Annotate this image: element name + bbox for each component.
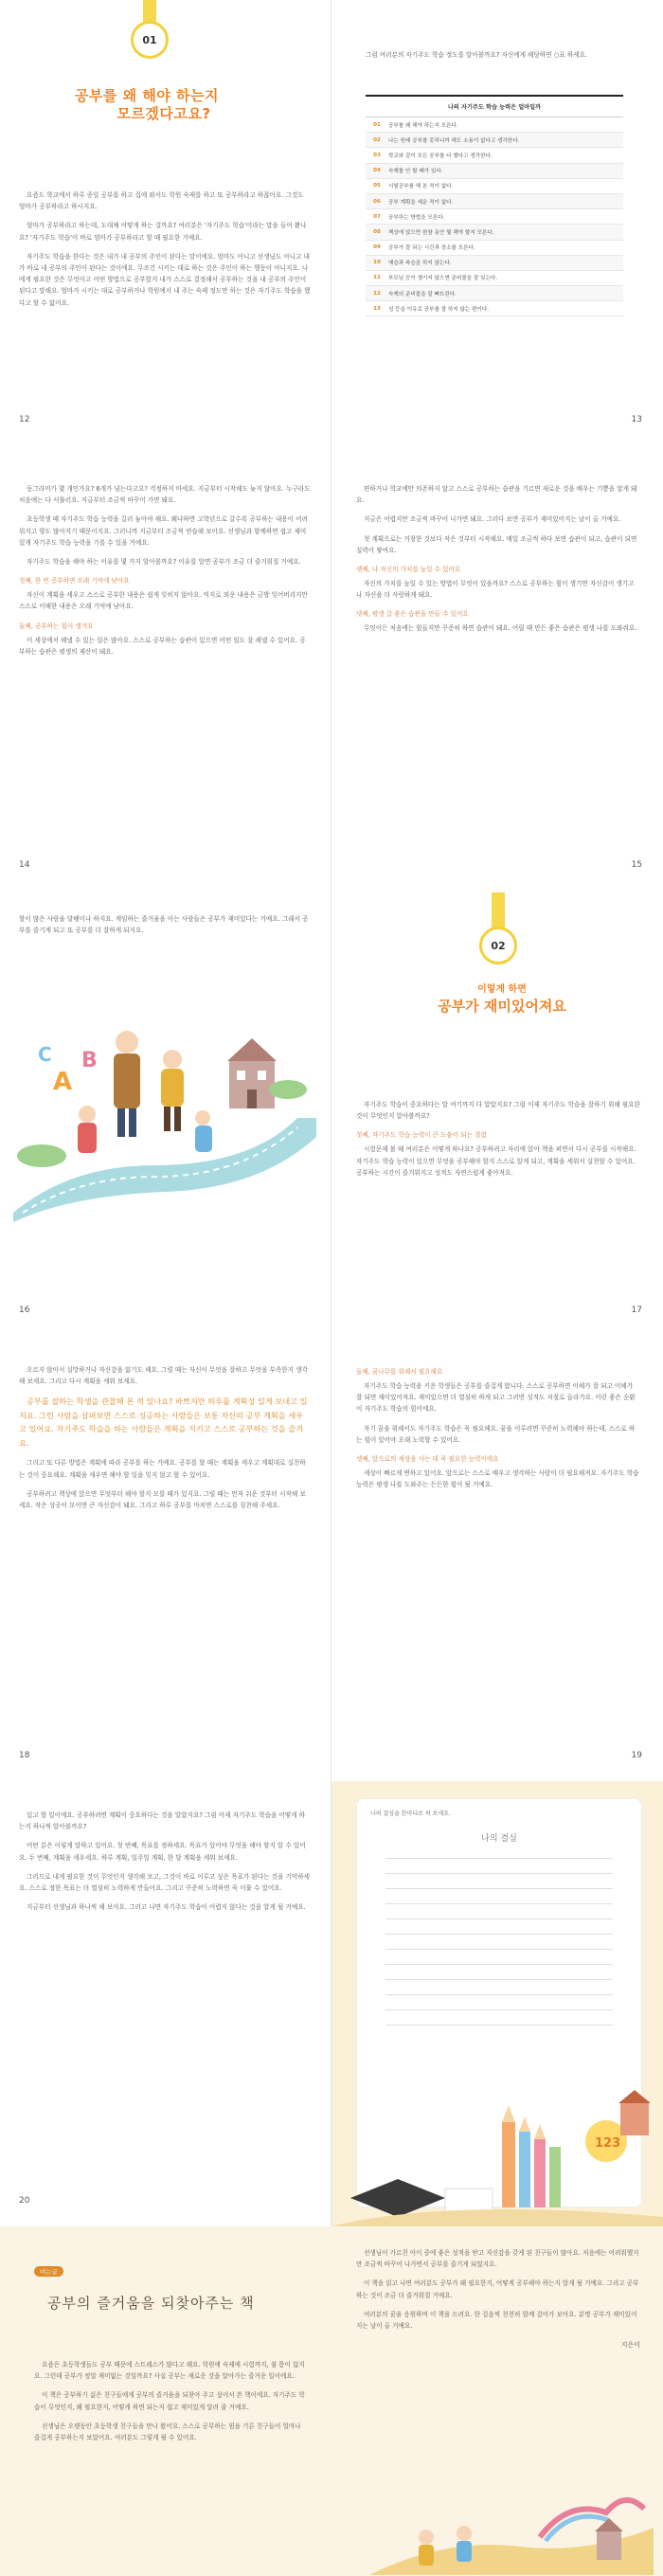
checklist-row: [366, 194, 623, 209]
body-text: [19, 1364, 311, 1519]
checklist-row: [366, 117, 623, 133]
resolution-label: 나의 결심을 한마디로 써 보세요.: [370, 1810, 451, 1817]
body-text: [19, 483, 311, 665]
subheading: 셋째, 나 자신의 가치를 높일 수 있어요: [356, 566, 461, 574]
checklist-row: [366, 241, 623, 256]
checklist-row: [366, 133, 623, 148]
paragraph: 있고 할 일이에요. 공부하려면 계획이 중요하다는 것을 알았지요? 그럼 이제 자기주도 학습을 어떻게 하는지 하나씩 알아볼까요?: [19, 1811, 305, 1831]
checklist-item-text: 나는 원래 공부를 못하니까 해도 소용이 없다고 생각한다.: [388, 137, 520, 144]
checklist-item-text: 숙제를 안 할 때가 있다.: [388, 169, 443, 175]
paragraph: 자신이 계획을 세우고 스스로 공부한 내용은 쉽게 잊히지 않아요. 억지로 외운 내용은 금방 잊어버리지만 스스로 이해한 내용은 오래 기억에 남아요.: [19, 591, 308, 611]
body-text: [19, 1810, 311, 1920]
paragraph: 동그라미가 몇 개인가요? 6개가 넘는다고요? 걱정하지 마세요. 지금부터 시작해도 늦지 않아요. 누구라도 처음에는 다 서툴러요. 지금부터 조금씩 바꾸어 가면 돼요.: [19, 485, 311, 505]
paragraph: 첫 계획으로는 거창한 것보다 작은 것부터 시작해요. 매일 조금씩 하다 보면 습관이 되고, 습관이 되면 실력이 쌓여요.: [356, 534, 637, 554]
page-number: 13: [631, 415, 642, 424]
writing-line[interactable]: [385, 2025, 613, 2026]
paragraph: 선생님이 가르친 아이 중에 좋은 성적을 받고 자신감을 갖게 된 친구들이 많아요. 처음에는 어려워했지만 조금씩 바꾸어 나가면서 공부를 즐기게 되었지요.: [356, 2249, 639, 2269]
checklist-item-text: 학교와 같이 모든 공부를 다 했다고 생각한다.: [388, 153, 493, 159]
checklist-number: 11: [373, 275, 381, 281]
subheading: 둘째, 꿈나무를 위해서 필요해요: [356, 1368, 443, 1376]
checklist-number: 06: [373, 198, 381, 205]
svg-text:A: A: [53, 1068, 73, 1096]
checklist-number: 02: [373, 136, 381, 143]
checklist-row: [366, 286, 623, 301]
paragraph: 요즘도 학교에서 하루 종일 공부를 하고 집에 와서도 학원 숙제를 하고 또 공부하라고 하잖아요. 그것도 엄마가 공부하라고 하시지요.: [19, 191, 304, 211]
preface-left-text: [34, 2359, 309, 2451]
checklist-row: [366, 256, 623, 271]
writing-line[interactable]: [385, 2009, 613, 2010]
page-14: [0, 445, 332, 891]
page-18: [0, 1336, 332, 1781]
chapter-title-line1: 이렇게 하면: [477, 984, 527, 995]
chapter-badge: [479, 892, 517, 964]
writing-line[interactable]: [385, 1979, 613, 1980]
writing-line[interactable]: [385, 1858, 613, 1859]
page-number: 18: [19, 1751, 30, 1760]
checklist-item-text: 부모님 등이 챙기지 않으면 준비물을 잘 잊는다.: [388, 276, 498, 282]
paragraph: 지금은 어렵지만 조금씩 바꾸어 나가면 돼요. 그러다 보면 공부가 재미있어지는 날이 올 거예요.: [364, 515, 621, 524]
checklist-number: 12: [373, 290, 381, 297]
page-number: 17: [631, 1306, 642, 1315]
page-number: 12: [19, 415, 30, 424]
checklist-item-text: 성 등을 이유로 공부를 잘 하지 않는 편이다.: [388, 306, 490, 313]
checklist-row: [366, 164, 623, 179]
checklist-number: 09: [373, 244, 381, 251]
svg-text:C: C: [38, 1043, 52, 1066]
body-text: [356, 483, 640, 642]
writing-line[interactable]: [385, 1873, 613, 1874]
page-15: [332, 445, 663, 891]
checklist-number: 07: [373, 213, 381, 220]
chapter-title-line2: 공부가 재미있어져요: [438, 998, 566, 1015]
checklist-number: 04: [373, 168, 381, 174]
chapter-title-line2: 모르겠다고요?: [116, 105, 211, 122]
paragraph: 자기주도 학습이 중요하다는 말 여기까지 다 알았지요? 그럼 이제 자기주도 학습을 잘하기 위해 필요한 것이 무엇인지 알아볼까요?: [356, 1101, 640, 1121]
page-12: [0, 0, 332, 445]
paragraph: 여러분의 꿈을 응원하며 이 책을 드려요. 한 걸음씩 천천히 함께 걸어가 보아요. 분명 공부가 재미있어지는 날이 올 거예요.: [356, 2310, 637, 2331]
writing-line[interactable]: [385, 1888, 613, 1889]
preface-page: [0, 2226, 663, 2576]
checklist-number: 05: [373, 183, 381, 189]
body-text: [19, 189, 311, 316]
paragraph: 요즘은 초등학생들도 공부 때문에 스트레스가 많다고 해요. 학원에 숙제에 시험까지, 쉴 틈이 없지요. 그런데 공부가 정말 재미없는 것일까요? 사실 공부는 새로운 것을 알아가는 즐거운 일이에요.: [34, 2361, 305, 2381]
svg-text:B: B: [81, 1049, 98, 1072]
checklist-row: [366, 148, 623, 163]
spread-4: [0, 1336, 663, 1781]
checklist-item-text: 숙제의 준비물을 잘 빠뜨린다.: [388, 291, 457, 297]
page-number: 19: [631, 1751, 642, 1760]
paragraph: 시험문제 볼 때 여러분은 어떻게 하나요? 공부하려고 자리에 앉아 책을 펴면서 다시 공부를 시작해요. 자기주도 학습 능력이 있으면 무엇을 공부해야 할지 스스로 알게 되고, 계획을 세워서 실천할 수 있어요. 공부하는 시간이 즐거워지고 성적도 자연스럽게 좋아져요.: [356, 1145, 636, 1177]
paragraph: 엄마가 공부하라고 하는데, 도대체 어떻게 하는 걸까요? 여러분은 '자기주도 학습'이라는 말을 들어 봤나요? '자기주도 학습'이 바로 엄마가 공부하라고 할 때 필요한 거예요.: [19, 222, 307, 242]
writing-line[interactable]: [385, 1964, 613, 1965]
writing-line[interactable]: [385, 1994, 613, 1995]
paragraph: 어떤 분은 이렇게 말하고 있어요. 첫 번째, 목표를 정하세요. 목표가 있어야 무엇을 해야 할지 알 수 있어요. 두 번째, 계획을 세우세요. 하루 계획, 일주일 계획, 한 달 계획을 세워 보세요.: [19, 1842, 306, 1862]
checklist-item-text: 예습과 복습을 하지 않는다.: [388, 261, 452, 267]
body-text: [356, 1364, 640, 1498]
page-21: [332, 1781, 663, 2226]
paragraph: 그리고 또 다른 방법은 계획에 따라 공부를 하는 거예요. 공부를 할 때는 계획을 세우고 계획대로 실천하는 것이 중요해요. 계획을 세우면 해야 할 일을 잊지 않고 할 수 있어요.: [19, 1459, 306, 1479]
school-supplies-illustration: [332, 2084, 663, 2226]
page-number: 14: [19, 860, 30, 870]
subheading: 첫째, 한 번 공부하면 오래 기억에 남아요: [19, 577, 130, 585]
paragraph: 이 책은 공부하기 싫은 친구들에게 공부의 즐거움을 되찾아 주고 싶어서 쓴 책이에요. 자기주도 학습이 무엇인지, 왜 필요한지, 어떻게 하면 되는지 쉽고 재미있게 알려 줄 거예요.: [34, 2391, 305, 2411]
paragraph: 이 책을 읽고 나면 여러분도 공부가 왜 필요한지, 어떻게 공부해야 하는지 알게 될 거예요. 그리고 공부하는 것이 조금 더 즐거워질 거예요.: [356, 2279, 639, 2299]
paragraph: 자기주도 학습 능력을 키운 학생들은 공부를 즐겁게 합니다. 스스로 공부하면 이해가 잘 되고 이해가 잘 되면 재미있어져요. 재미있으면 더 열심히 하게 되고 그러면 성적도 저절로 올라가요. 이런 좋은 순환이 자기주도 학습의 힘이에요.: [356, 1382, 636, 1414]
resolution-title: 나의 결심: [481, 1834, 517, 1844]
chapter-number: 01: [142, 33, 157, 46]
paragraph: 선생님은 오랫동안 초등학생 친구들을 만나 왔어요. 스스로 공부하는 힘을 기른 친구들이 얼마나 즐겁게 공부하는지 보았어요. 여러분도 그렇게 될 수 있어요.: [34, 2422, 301, 2442]
paragraph: 이 세상에서 해낼 수 있는 일은 많아요. 스스로 공부하는 습관이 있으면 어떤 일도 잘 해낼 수 있어요. 공부하는 습관은 평생의 재산이 돼요.: [19, 636, 306, 656]
chapter-title: [388, 983, 616, 1016]
intro-text: 그럼 여러분의 자기주도 학습 정도를 알아볼까요? 자신에게 해당하면 ○표 하세요.: [366, 51, 588, 59]
checklist-title: 나의 자기주도 학습 능력은 얼마일까: [366, 97, 623, 117]
paragraph: 자기 꿈을 위해서도 자기주도 학습은 꼭 필요해요. 꿈을 이루려면 꾸준히 노력해야 하는데, 스스로 하는 힘이 있어야 오래 노력할 수 있어요.: [356, 1424, 636, 1444]
checklist-table: [366, 95, 623, 316]
writing-line[interactable]: [385, 1903, 613, 1904]
page-19: [332, 1336, 663, 1781]
page-16: [0, 891, 332, 1336]
page-17: [332, 891, 663, 1336]
writing-line[interactable]: [385, 1949, 613, 1950]
checklist-number: 10: [373, 260, 381, 266]
page-20: [0, 1781, 332, 2226]
paragraph: 지금부터 선생님과 하나씩 해 보아요. 그러고 나면 자기주도 학습이 어렵지 않다는 것을 알게 될 거예요.: [27, 1903, 306, 1912]
body-text: [356, 1099, 640, 1186]
subheading: 둘째, 공부하는 힘이 생겨요: [19, 621, 94, 630]
paragraph: 자기주도 학습을 해야 하는 이유를 몇 가지 알아볼까요? 이유를 알면 공부가 조금 더 즐거워질 거예요.: [27, 558, 301, 567]
checklist-item-text: 공부 계획을 세운 적이 없다.: [388, 199, 454, 206]
preface-illustration: [369, 2471, 654, 2575]
checklist-row: [366, 301, 623, 316]
writing-line[interactable]: [385, 1918, 613, 1919]
chapter-number: 02: [491, 939, 506, 952]
spread-2: [0, 445, 663, 891]
checklist-row: [366, 179, 623, 194]
paragraph: 오르지 않아서 실망하거나 자신감을 잃기도 해요. 그럴 때는 자신이 무엇을 잘하고 무엇을 부족한지 생각해 보세요. 그리고 다시 계획을 세워 보세요.: [19, 1366, 308, 1386]
preface-signature: 지은이: [620, 2341, 640, 2350]
chapter-title-line1: 공부를 왜 해야 하는지: [74, 87, 220, 104]
subheading: 셋째, 앞으로의 세상을 사는 데 꼭 필요한 능력이에요: [356, 1455, 499, 1464]
checklist-row: [366, 225, 623, 240]
spread-3: [0, 891, 663, 1336]
writing-line[interactable]: [385, 1934, 613, 1935]
badge-ribbon: [492, 892, 505, 930]
svg-text:123: 123: [595, 2136, 621, 2151]
paragraph: 공부하려고 책상에 앉으면 무엇부터 해야 할지 모를 때가 있지요. 그럴 때는 먼저 쉬운 것부터 시작해 보세요. 작은 성공이 모이면 큰 자신감이 돼요. 그리고 하루 공부를 마치면 스스로를 칭찬해 주세요.: [19, 1489, 306, 1510]
checklist-item-text: 책상에 앉으면 한참 동안 뭘 해야 할지 모른다.: [388, 229, 494, 236]
checklist-number: 01: [373, 121, 381, 128]
paragraph: 자기주도 학습을 한다는 것은 내가 내 공부의 주인이 된다는 말이에요. 엄마도 아니고 선생님도 아니고 내가 바로 내 공부의 주인이 된다는 것이에요. 무조건 시키는 대로 하는 것은 주인이 하는 행동이 아니지요. 나에게 필요한 것은 무엇이고 어떤 방법으로 공부할지 내가 스스로 결정해서 공부하는 것을 내 공부의 주인이 된다고 말해요. 엄마가 시키는 대로 공부하거나 학원에서 내 주는 숙제 정도만 하는 것은 자기주도 학습을 했다고 할 수 없어요.: [19, 252, 311, 307]
paragraph: 자신의 가치를 높일 수 있는 방법이 무엇이 있을까요? 스스로 공부하는 힘이 생기면 자신감이 생기고 나 자신을 더 사랑하게 돼요.: [356, 580, 635, 600]
spread-5: [0, 1781, 663, 2226]
page-number: 16: [19, 1306, 30, 1315]
paragraph: 무엇이든 처음에는 힘들지만 꾸준히 하면 습관이 돼요. 어릴 때 만든 좋은 습관은 평생 나를 도와줘요.: [364, 624, 637, 633]
school-path-illustration: [13, 976, 316, 1222]
checklist-number: 08: [373, 228, 381, 235]
body-text: 할이 많은 사람을 달팽이나 하지요. 게임하는 즐거움을 아는 사람들은 공부가 재미있다는 거예요. 그래서 공부를 즐기게 되고 또 공부를 더 잘하게 되지요.: [19, 915, 309, 935]
paragraph: 그러므로 내게 필요한 것이 무엇인지 생각해 보고, 그것이 바로 이루고 싶은 목표가 된다는 것을 기억하세요. 스스로 정한 목표는 더 열심히 노력하게 만들어요. 그리고 꾸준히 노력하면 꼭 이룰 수 있어요.: [19, 1872, 310, 1893]
checklist-row: [366, 271, 623, 286]
subheading: 넷째, 평생 갈 좋은 습관을 만들 수 있어요: [356, 610, 469, 619]
checklist-row: [366, 209, 623, 225]
chapter-title: [38, 87, 256, 123]
paragraph: 편하거나 학교에만 의존하지 않고 스스로 공부하는 습관을 기르면 새로운 것을 배우는 기쁨을 알게 돼요.: [356, 485, 637, 505]
checklist-item-text: 시험공부를 해 본 적이 없다.: [388, 184, 454, 190]
chapter-badge: [131, 0, 169, 59]
checklist-item-text: 공부가 잘 되는 시간과 장소를 모른다.: [388, 245, 475, 252]
checklist-number: 03: [373, 152, 381, 158]
checklist-item-text: 공부를 왜 해야 하는지 모른다.: [388, 122, 458, 129]
spread-1: [0, 0, 663, 445]
paragraph: 초등학생 때 자기주도 학습 능력을 길러 놓아야 해요. 왜냐하면 고학년으로 갈수록 공부하는 내용이 어려워지고 양도 많아지기 때문이지요. 그러니까 지금부터 조금씩 연습해 보아요. 선생님과 함께하면 쉽고 재미있게 자기주도 학습 능력을 기를 수 있을 거예요.: [19, 515, 308, 547]
subheading: 첫째, 자기주도 학습 능력이 큰 도움이 되는 경험: [356, 1131, 487, 1140]
page-13: [332, 0, 663, 445]
preface-right-text: [356, 2247, 640, 2351]
preface-tag: 여는글: [34, 2266, 63, 2277]
page-number: 15: [631, 860, 642, 870]
checklist-item-text: 공부하는 방법을 모른다.: [388, 214, 445, 221]
page-number: 20: [19, 2196, 30, 2206]
paragraph: 세상이 빠르게 변하고 있어요. 앞으로는 스스로 배우고 생각하는 사람이 더 필요해져요. 자기주도 학습 능력은 평생 나를 도와주는 든든한 힘이 될 거예요.: [356, 1469, 639, 1489]
preface-title: 공부의 즐거움을 되찾아주는 책: [47, 2295, 255, 2312]
highlight-paragraph: 공부를 잘하는 학생을 관찰해 본 적 있나요? 바쁘지만 하루를 계획성 있게 보내고 있지요. 그런 사람을 살펴보면 스스로 성공하는 사람들은 보통 자신의 공부 계획을 세우고 있어요. 자기주도 학습을 하는 사람들은 계획을 지키고 스스로 공부하는 것을 즐겨요.: [19, 1396, 308, 1448]
checklist-number: 13: [373, 305, 381, 312]
